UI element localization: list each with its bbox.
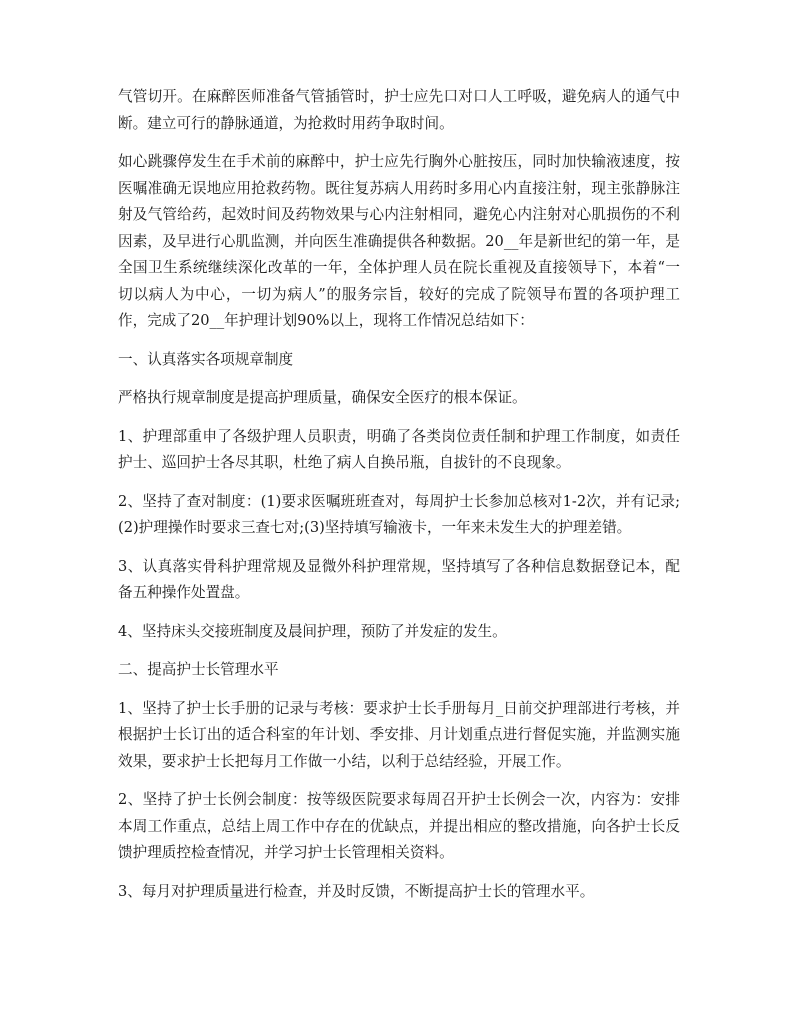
paragraph: 如心跳骤停发生在手术前的麻醉中，护士应先行胸外心脏按压，同时加快输液速度，按医嘱准确无误地应用抢救药物。既往复苏病人用药时多用心内直接注射，现主张静脉注射及气管给药，起效时间及药物效果与心内注射相同，避免心内注射对心肌损伤的不利因素，及早进行心肌监测，并向医生准确提供各种数据。20__年是新世纪的第一年，是全国卫生系统继续深化改革的一年，全体护理人员在院长重视及直接领导下，本着“一切以病人为中心，一切为病人”的服务宗旨，较好的完成了院领导布置的各项护理工作，完成了20__年护理计划90%以上，现将工作情况总结如下： [118, 153, 680, 329]
list-item: 4、坚持床头交接班制度及晨间护理，预防了并发症的发生。 [118, 622, 507, 640]
list-item: 1、护理部重申了各级护理人员职责，明确了各类岗位责任制和护理工作制度，如责任护士、巡回护士各尽其职，杜绝了病人自换吊瓶，自拔针的不良现象。 [118, 427, 680, 471]
list-item: 2、坚持了护士长例会制度：按等级医院要求每周召开护士长例会一次，内容为：安排本周工作重点，总结上周工作中存在的优缺点，并提出相应的整改措施，向各护士长反馈护理质控检查情况，并学习护士长管理相关资料。 [118, 791, 680, 861]
list-item: 1、坚持了护士长手册的记录与考核：要求护士长手册每月_日前交护理部进行考核，并根据护士长订出的适合科室的年计划、季安排、月计划重点进行督促实施，并监测实施效果，要求护士长把每月工作做一小结，以利于总结经验，开展工作。 [118, 699, 680, 770]
list-item: 2、坚持了查对制度：(1)要求医嘱班班查对，每周护士长参加总核对1-2次，并有记录;(2)护理操作时要求三查七对;(3)坚持填写输液卡，一年来未发生大的护理差错。 [118, 492, 680, 536]
paragraph: 气管切开。在麻醉医师准备气管插管时，护士应先口对口人工呼吸，避免病人的通气中断。建立可行的静脉通道，为抢救时用药争取时间。 [118, 88, 680, 132]
list-item: 3、认真落实骨科护理常规及显微外科护理常规，坚持填写了各种信息数据登记本，配备五种操作处置盘。 [118, 557, 680, 601]
paragraph: 严格执行规章制度是提高护理质量，确保安全医疗的根本保证。 [118, 389, 527, 406]
document-body [118, 84, 680, 917]
list-item: 3、每月对护理质量进行检查，并及时反馈，不断提高护士长的管理水平。 [118, 882, 595, 900]
section-heading: 二、提高护士长管理水平 [118, 661, 279, 678]
section-heading: 一、认真落实各项规章制度 [118, 350, 294, 368]
